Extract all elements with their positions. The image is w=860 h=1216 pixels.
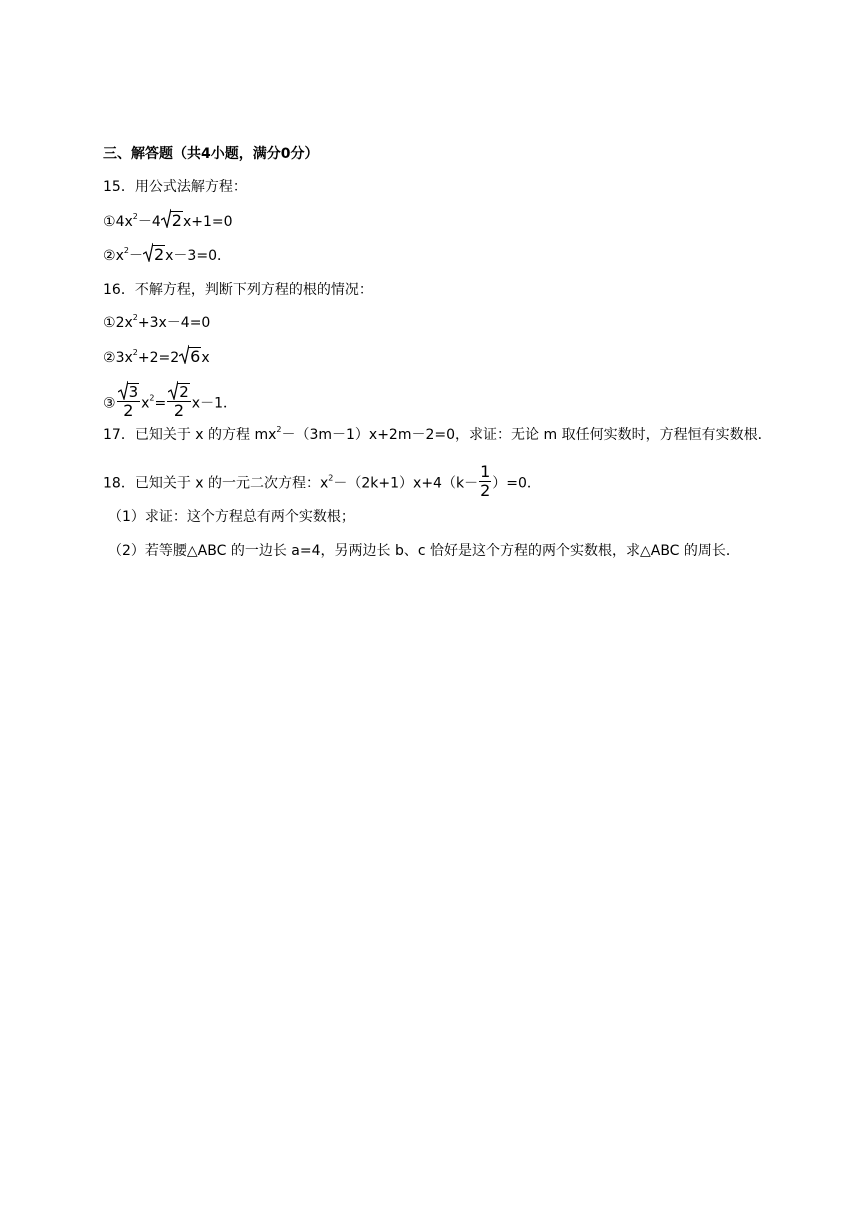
question-18-text: ）=0． <box>492 475 541 492</box>
eq-term: 4x <box>115 214 133 230</box>
question-17 <box>103 425 772 445</box>
radicand: 2 <box>179 383 189 401</box>
question-15-equation-2 <box>103 245 231 266</box>
fraction <box>167 383 191 420</box>
question-15-stem <box>103 177 247 197</box>
question-15-equation-1 <box>103 211 233 232</box>
fraction-numerator: 1 <box>480 462 491 481</box>
exponent: 2 <box>328 473 334 483</box>
fraction-denominator: 2 <box>173 401 185 420</box>
fraction-numerator <box>117 383 141 402</box>
exponent: 2 <box>123 246 129 255</box>
question-17-text: －（3m－1）x+2m－2=0，求证：无论 m 取任何实数时，方程恒有实数根． <box>281 427 772 443</box>
radicand: 2 <box>153 245 165 264</box>
eq-term: x－3=0． <box>165 248 231 264</box>
eq-term: x <box>141 395 150 412</box>
question-15-text: 15．用公式法解方程： <box>103 179 247 195</box>
question-17-text: 17．已知关于 x 的方程 mx <box>103 427 277 443</box>
radicand: 3 <box>128 383 139 401</box>
question-16-stem <box>103 280 373 300</box>
radical-sign-icon <box>118 380 128 400</box>
section-title <box>103 144 318 164</box>
question-18-part-1-text: （1）求证：这个方程总有两个实数根； <box>108 509 355 525</box>
eq-term: 3x <box>115 350 133 366</box>
circled-number-2: ② <box>103 350 116 366</box>
radical-sign-icon <box>143 242 153 262</box>
exponent: 2 <box>132 313 138 322</box>
fraction-denominator: 2 <box>123 401 134 420</box>
fraction-numerator <box>167 383 191 402</box>
eq-term: 2x <box>115 315 133 331</box>
exponent: 2 <box>149 393 155 403</box>
eq-term: x <box>115 248 124 264</box>
fraction <box>117 383 141 420</box>
question-18-part-1 <box>108 507 355 527</box>
question-18-stem <box>103 462 541 502</box>
circled-number-3: ③ <box>103 395 116 412</box>
radical-sign-icon <box>161 208 171 228</box>
question-16-equation-2 <box>103 347 210 368</box>
fraction-denominator: 2 <box>480 481 491 500</box>
square-root <box>118 383 140 401</box>
section-title-text: 三、解答题（共4小题，满分0分） <box>103 146 319 162</box>
question-18-part-2 <box>108 541 740 561</box>
question-18-part-2-text: （2）若等腰△ABC 的一边长 a=4，另两边长 b、c 恰好是这个方程的两个实数根，求△ABC 的周长． <box>108 543 740 559</box>
radical-sign-icon <box>168 380 178 400</box>
question-18-text: －（2k+1）x+4（k－ <box>333 475 479 492</box>
radicand: 6 <box>190 347 201 366</box>
square-root <box>161 211 183 232</box>
circled-number-1: ① <box>103 214 116 230</box>
eq-term: x－1． <box>191 395 237 412</box>
eq-term: x <box>201 350 210 366</box>
eq-term: = <box>154 395 167 412</box>
circled-number-2: ② <box>103 248 116 264</box>
radical-sign-icon <box>179 344 189 364</box>
question-16-equation-1 <box>103 313 210 333</box>
circled-number-1: ① <box>103 315 116 331</box>
question-18-text: 18．已知关于 x 的一元二次方程：x <box>103 475 329 492</box>
exponent: 2 <box>132 212 138 221</box>
eq-term: － <box>128 248 143 264</box>
square-root <box>168 383 190 401</box>
eq-term: +3x－4=0 <box>137 315 211 331</box>
fraction <box>479 463 491 500</box>
exponent: 2 <box>132 348 138 357</box>
square-root <box>179 347 201 368</box>
eq-term: +2=2 <box>137 350 180 366</box>
question-16-text: 16．不解方程，判断下列方程的根的情况： <box>103 282 373 298</box>
exponent: 2 <box>276 425 282 434</box>
square-root <box>143 245 165 266</box>
radicand: 2 <box>171 211 182 230</box>
eq-term: x+1=0 <box>182 214 233 230</box>
question-16-equation-3 <box>103 385 237 422</box>
eq-term: －4 <box>137 214 161 230</box>
